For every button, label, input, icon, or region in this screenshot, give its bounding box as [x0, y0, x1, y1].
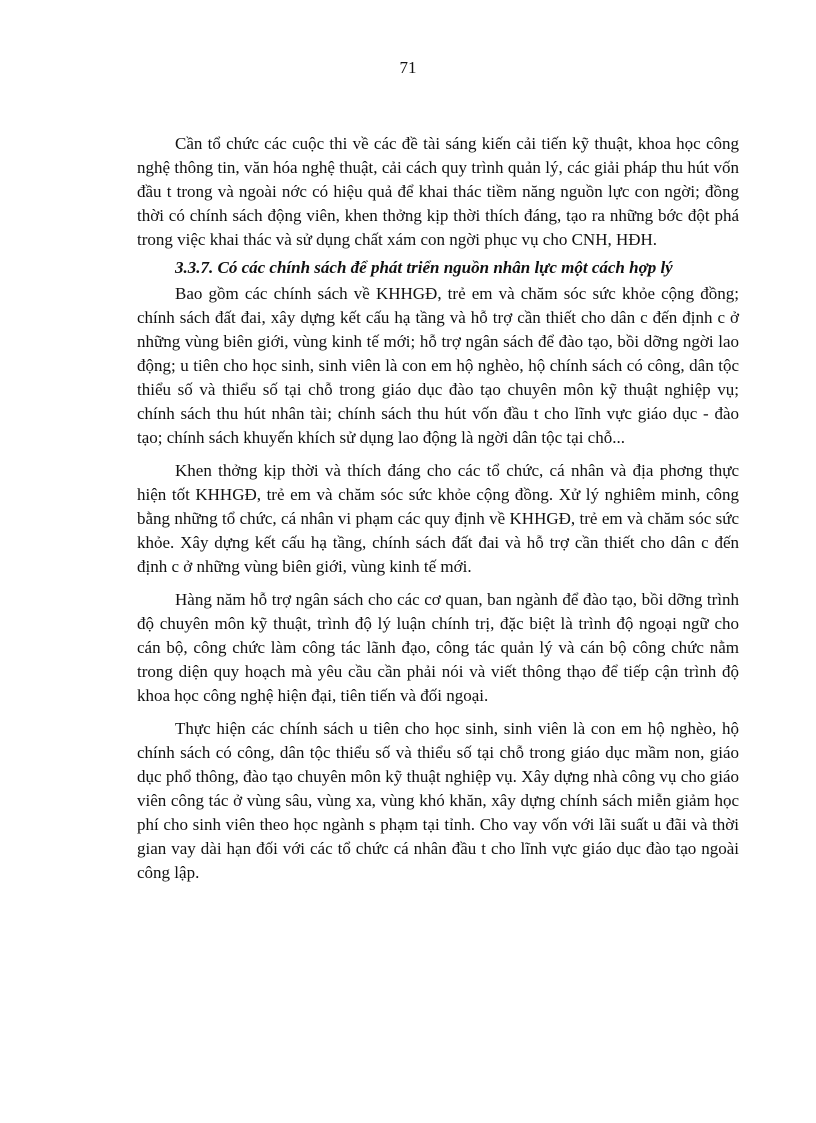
paragraph-policies-overview: Bao gồm các chính sách về KHHGĐ, trẻ em và chăm sóc sức khỏe cộng đồng; chính sách đất đai, xây dựng kết cấu hạ tầng và hỗ trợ cần thiết cho dân c đến định c ở những vùng biên giới, vùng kinh tế mới; hỗ trợ ngân sách để đào tạo, bồi dỡng ngời lao động; u tiên cho học sinh, sinh viên là con em hộ nghèo, hộ chính sách có công, dân tộc thiểu số và thiểu số tại chỗ trong giáo dục đào tạo chuyên môn kỹ thuật nghiệp vụ; chính sách thu hút nhân tài; chính sách thu hút vốn đầu t cho lĩnh vực giáo dục - đào tạo; chính sách khuyến khích sử dụng lao động là ngời dân tộc tại chỗ...	[137, 284, 739, 447]
page-number: 71	[399, 58, 417, 77]
paragraph-annual-budget-support: Hàng năm hỗ trợ ngân sách cho các cơ quan, ban ngành để đào tạo, bồi dỡng trình độ chuyên môn kỹ thuật, trình độ lý luận chính trị, đặc biệt là trình độ ngoại ngữ cho cán bộ, công chức làm công tác lãnh đạo, công tác quản lý và cán bộ công chức nằm trong diện quy hoạch mà yêu cầu cần phải nói và viết thông thạo để tiếp cận trình độ khoa học công nghệ hiện đại, tiên tiến và đối ngoại.	[137, 590, 739, 705]
paragraph-rewards: Khen thởng kịp thời và thích đáng cho các tổ chức, cá nhân và địa phơng thực hiện tốt KHHGĐ, trẻ em và chăm sóc sức khỏe cộng đồng. Xử lý nghiêm minh, công bằng những tổ chức, cá nhân vi phạm các quy định về KHHGĐ, trẻ em và chăm sóc sức khỏe. Xây dựng kết cấu hạ tầng, chính sách đất đai và hỗ trợ cần thiết cho dân c đến định c ở những vùng biên giới, vùng kinh tế mới.	[137, 461, 739, 576]
section-heading-3-3-7: 3.3.7. Có các chính sách để phát triển nguồn nhân lực một cách hợp lý	[175, 258, 673, 277]
paragraph-priority-policies: Thực hiện các chính sách u tiên cho học sinh, sinh viên là con em hộ nghèo, hộ chính sách có công, dân tộc thiểu số và thiểu số tại chỗ trong giáo dục mầm non, giáo dục phổ thông, đào tạo chuyên môn kỹ thuật nghiệp vụ. Xây dựng nhà công vụ cho giáo viên công tác ở vùng sâu, vùng xa, vùng khó khăn, xây dựng chính sách miễn giảm học phí cho sinh viên theo học ngành s phạm tại tỉnh. Cho vay vốn với lãi suất u đãi và thời gian vay dài hạn đối với các tổ chức cá nhân đầu t cho lĩnh vực giáo dục đào tạo ngoài công lập.	[137, 719, 739, 882]
document-body	[137, 132, 739, 885]
paragraph-innovation-contests: Cần tổ chức các cuộc thi về các đề tài sáng kiến cải tiến kỹ thuật, khoa học công nghệ thông tin, văn hóa nghệ thuật, cải cách quy trình quản lý, các giải pháp thu hút vốn đầu t trong và ngoài nớc có hiệu quả để khai thác tiềm năng nguồn lực con ngời; đồng thời có chính sách động viên, khen thởng kịp thời thích đáng, tạo ra những bớc đột phá trong việc khai thác và sử dụng chất xám con ngời phục vụ cho CNH, HĐH.	[137, 134, 739, 249]
